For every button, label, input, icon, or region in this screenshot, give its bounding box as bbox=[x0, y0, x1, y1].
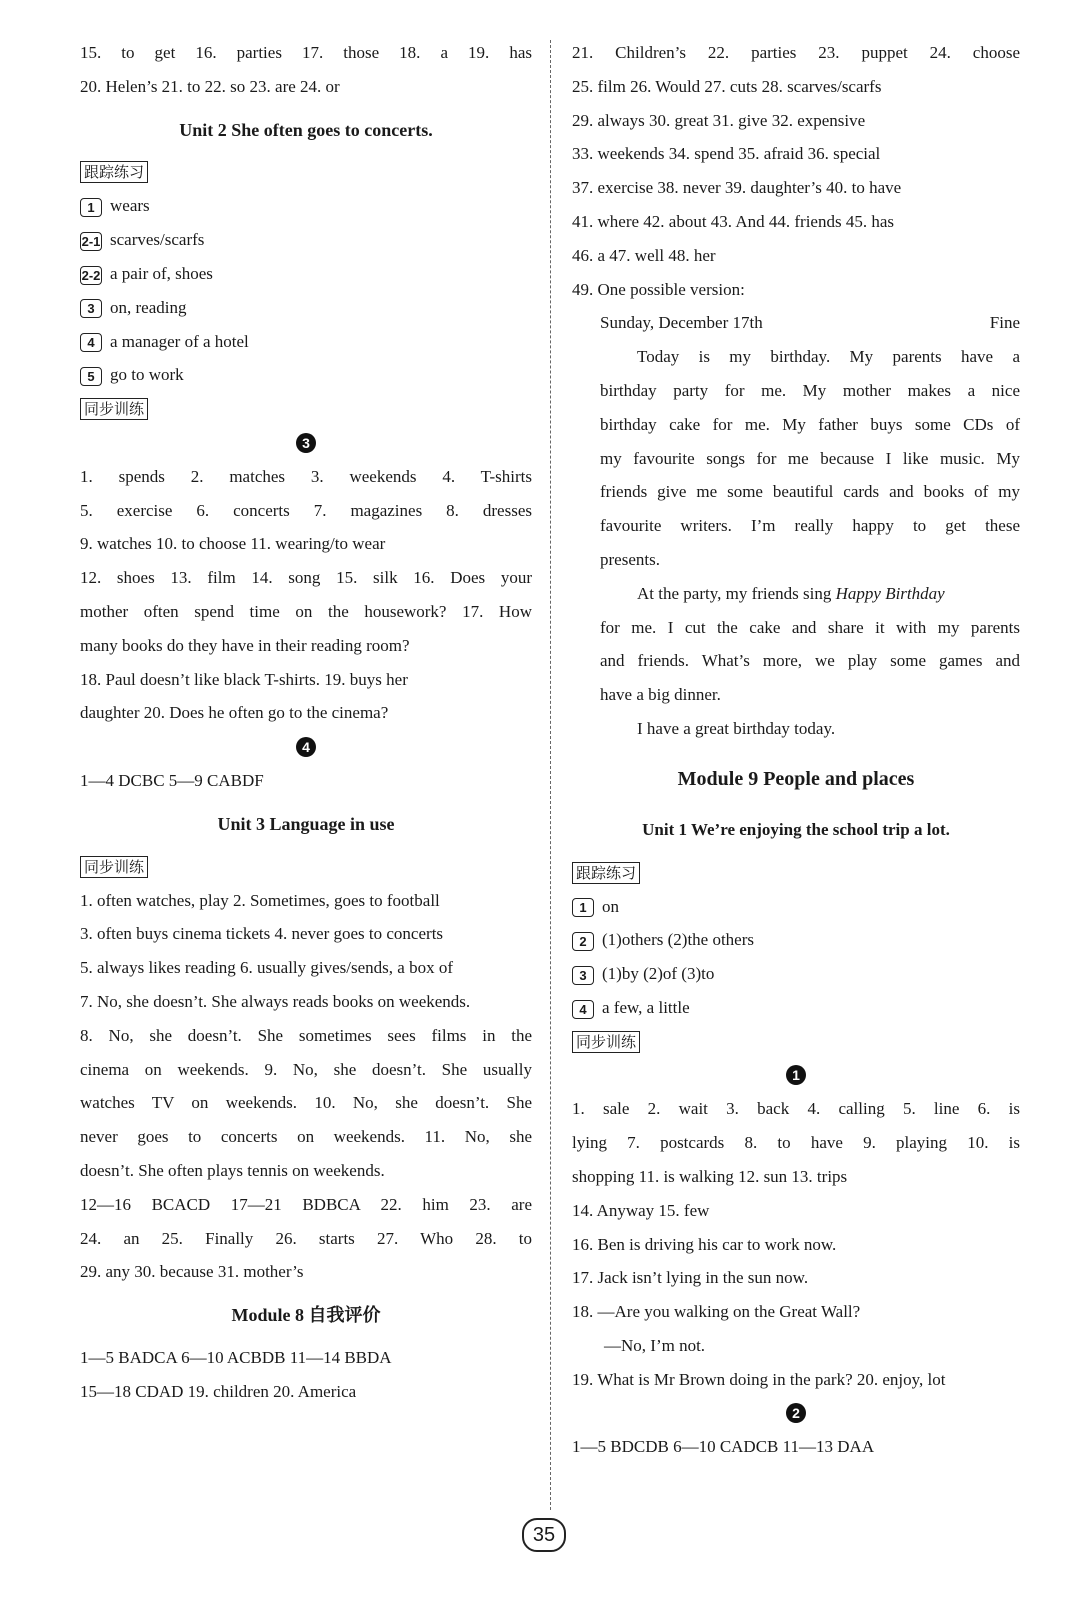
answer-line: 29. always 30. great 31. give 32. expensive bbox=[572, 110, 866, 130]
answer-line: 5. exercise 6. concerts 7. magazines 8. dresses bbox=[80, 500, 532, 520]
answer-line: 21. Children’s 22. parties 23. puppet 24. choose bbox=[572, 43, 1020, 62]
answer-line: 12—16 BCACD 17—21 BDBCA 22. him 23. are bbox=[80, 1194, 532, 1214]
answer-line: 24. an 25. Finally 26. starts 27. Who 28. to bbox=[80, 1228, 532, 1248]
item-number-box: 3 bbox=[80, 299, 102, 318]
track-item bbox=[572, 991, 1020, 1025]
answer-line: 15. to get 16. parties 17. those 18. a 19. has bbox=[80, 43, 532, 62]
essay-date-line bbox=[572, 306, 1020, 340]
answer-line: 29. any 30. because 31. mother’s bbox=[80, 1262, 304, 1282]
answer-line: 20. Helen’s 21. to 22. so 23. are 24. or bbox=[80, 76, 340, 96]
left-column bbox=[80, 36, 532, 1409]
answer-line: 46. a 47. well 48. her bbox=[572, 245, 716, 265]
track-answer: scarves/scarfs bbox=[110, 230, 205, 250]
answer-line: 18. —Are you walking on the Great Wall? bbox=[572, 1302, 861, 1322]
answer-line: 16. Ben is driving his car to work now. bbox=[572, 1234, 837, 1254]
answer-line: 3. often buys cinema tickets 4. never goes to concerts bbox=[80, 924, 444, 944]
answer-line: 15—18 CDAD 19. children 20. America bbox=[80, 1381, 357, 1401]
answer-line: shopping 11. is walking 12. sun 13. trips bbox=[572, 1166, 848, 1186]
track-answer: (1)by (2)of (3)to bbox=[602, 964, 715, 984]
answer-line: 1. spends 2. matches 3. weekends 4. T-shirts bbox=[80, 466, 532, 486]
answer-line: 9. watches 10. to choose 11. wearing/to wear bbox=[80, 534, 386, 554]
essay-line: favourite writers. I’m really happy to get these bbox=[600, 516, 1020, 536]
essay-line: presents. bbox=[600, 549, 660, 569]
answer-line: 7. No, she doesn’t. She always reads books on weekends. bbox=[80, 991, 471, 1011]
track-practice-tag: 跟踪练习 bbox=[80, 161, 148, 183]
answer-line: —No, I’m not. bbox=[604, 1335, 706, 1355]
answer-line: 17. Jack isn’t lying in the sun now. bbox=[572, 1268, 809, 1288]
answer-line: daughter 20. Does he often go to the cinema? bbox=[80, 703, 389, 723]
answer-line: 5. always likes reading 6. usually gives/sends, a box of bbox=[80, 958, 453, 978]
module-8-review-title: Module 8 自我评价 bbox=[231, 1305, 381, 1326]
answer-line: 1—5 BDCDB 6—10 CADCB 11—13 DAA bbox=[572, 1437, 875, 1457]
track-answer: on bbox=[602, 896, 619, 916]
section-1-marker: 1 bbox=[786, 1065, 806, 1085]
item-number-box: 1 bbox=[572, 898, 594, 917]
unit-2-title: Unit 2 She often goes to concerts. bbox=[179, 119, 433, 140]
essay-weather: Fine bbox=[989, 313, 1020, 333]
track-answer: a few, a little bbox=[602, 997, 690, 1017]
essay-date: Sunday, December 17th bbox=[600, 313, 763, 333]
track-answer: a pair of, shoes bbox=[110, 263, 213, 283]
answer-line: 1—5 BADCA 6—10 ACBDB 11—14 BBDA bbox=[80, 1348, 392, 1368]
essay-line bbox=[600, 577, 1020, 611]
track-item bbox=[80, 358, 532, 392]
sync-training-tag: 同步训练 bbox=[572, 1031, 640, 1053]
answer-line: 49. One possible version: bbox=[572, 279, 745, 299]
essay-line: Today is my birthday. My parents have a bbox=[637, 347, 1020, 367]
unit-3-title: Unit 3 Language in use bbox=[217, 813, 395, 834]
answer-line: 14. Anyway 15. few bbox=[572, 1200, 710, 1220]
essay-line: and friends. What’s more, we play some games and bbox=[600, 651, 1020, 671]
page-number: 35 bbox=[522, 1518, 566, 1552]
answer-line: 41. where 42. about 43. And 44. friends 45. has bbox=[572, 211, 895, 231]
track-item bbox=[80, 325, 532, 359]
answer-line: 19. What is Mr Brown doing in the park? 20. enjoy, lot bbox=[572, 1369, 946, 1389]
answer-line: 33. weekends 34. spend 35. afraid 36. special bbox=[572, 144, 881, 164]
track-practice-tag: 跟踪练习 bbox=[572, 862, 640, 884]
answer-line: 8. No, she doesn’t. She sometimes sees films in the bbox=[80, 1025, 532, 1045]
track-answer: wears bbox=[110, 196, 150, 216]
section-2-marker: 2 bbox=[786, 1403, 806, 1423]
track-item bbox=[572, 923, 1020, 957]
track-item bbox=[80, 189, 532, 223]
answer-line: doesn’t. She often plays tennis on weekends. bbox=[80, 1160, 385, 1180]
item-number-box: 5 bbox=[80, 367, 102, 386]
unit-1-title: Unit 1 We’re enjoying the school trip a lot. bbox=[642, 819, 950, 839]
essay-line: birthday cake for me. My father buys some CDs of bbox=[600, 414, 1020, 434]
answer-line: 12. shoes 13. film 14. song 15. silk 16. Does your bbox=[80, 568, 532, 588]
item-number-box: 2 bbox=[572, 932, 594, 951]
essay-text: At the party, my friends sing bbox=[637, 583, 832, 603]
item-number-box: 1 bbox=[80, 198, 102, 217]
module-9-title: Module 9 People and places bbox=[677, 767, 915, 790]
item-number-box: 4 bbox=[572, 1000, 594, 1019]
right-column bbox=[572, 36, 1020, 1464]
item-number-box: 2-1 bbox=[81, 233, 101, 249]
essay-line: birthday party for me. My mother makes a nice bbox=[600, 380, 1020, 400]
essay-line: friends give me some beautiful cards and books of my bbox=[600, 482, 1020, 502]
item-number-box: 2-2 bbox=[81, 267, 101, 283]
section-3-marker: 3 bbox=[296, 433, 316, 453]
track-item bbox=[572, 957, 1020, 991]
track-item bbox=[572, 890, 1020, 924]
track-answer: on, reading bbox=[110, 297, 187, 317]
answer-line: 37. exercise 38. never 39. daughter’s 40. to have bbox=[572, 178, 902, 198]
track-answer: a manager of a hotel bbox=[110, 331, 249, 351]
track-item bbox=[80, 257, 532, 291]
sample-essay bbox=[572, 340, 1020, 746]
answer-line: 1. often watches, play 2. Sometimes, goes to football bbox=[80, 890, 440, 910]
song-title: Happy Birthday bbox=[835, 583, 945, 603]
track-answer: (1)others (2)the others bbox=[602, 930, 755, 950]
track-item bbox=[80, 223, 532, 257]
column-divider bbox=[550, 40, 551, 1510]
answer-line: watches TV on weekends. 10. No, she doesn’t. She bbox=[80, 1093, 532, 1113]
sync-training-tag: 同步训练 bbox=[80, 398, 148, 420]
essay-line: my favourite songs for me because I like music. My bbox=[600, 448, 1020, 468]
answer-line: 1. sale 2. wait 3. back 4. calling 5. line 6. is bbox=[572, 1099, 1020, 1119]
answer-line: 18. Paul doesn’t like black T-shirts. 19. buys her bbox=[80, 669, 408, 689]
answer-line: lying 7. postcards 8. to have 9. playing 10. is bbox=[572, 1133, 1020, 1153]
essay-line: I have a great birthday today. bbox=[637, 718, 836, 738]
answer-line: cinema on weekends. 9. No, she doesn’t. She usually bbox=[80, 1059, 532, 1079]
answer-line: 1—4 DCBC 5—9 CABDF bbox=[80, 770, 264, 790]
sync-training-tag: 同步训练 bbox=[80, 856, 148, 878]
answer-line: 25. film 26. Would 27. cuts 28. scarves/scarfs bbox=[572, 76, 882, 96]
essay-line: have a big dinner. bbox=[600, 685, 721, 705]
section-4-marker: 4 bbox=[296, 737, 316, 757]
item-number-box: 3 bbox=[572, 966, 594, 985]
answer-line: mother often spend time on the housework? 17. How bbox=[80, 601, 532, 621]
item-number-box: 4 bbox=[80, 333, 102, 352]
track-answer: go to work bbox=[110, 365, 184, 385]
answer-line: never goes to concerts on weekends. 11. No, she bbox=[80, 1127, 532, 1147]
essay-line: for me. I cut the cake and share it with my parents bbox=[600, 617, 1020, 637]
track-item bbox=[80, 291, 532, 325]
answer-line: many books do they have in their reading room? bbox=[80, 635, 410, 655]
